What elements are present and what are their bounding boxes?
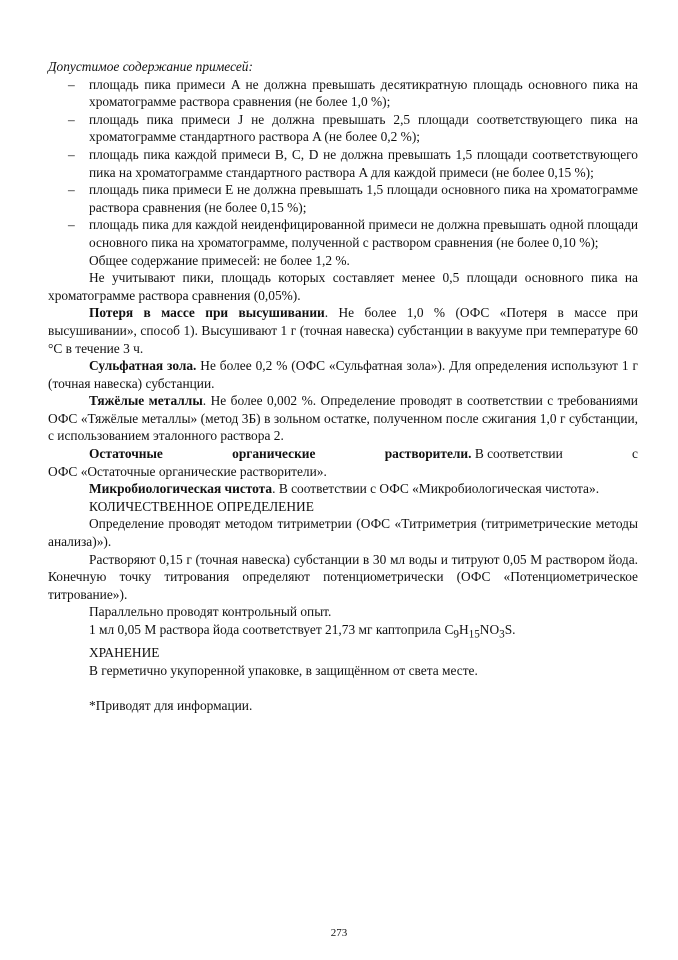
dash-marker: – [68,111,75,127]
residual-solvents-line [48,445,638,463]
assay-heading: КОЛИЧЕСТВЕННОЕ ОПРЕДЕЛЕНИЕ [89,498,314,514]
list-item: – площадь пика примеси E не должна превышать 1,5 площади основного пика на хроматограмме раствора сравнения (не более 0,15 %); [68,182,638,215]
residual-solvents-word: Остаточные [89,446,163,462]
sulfated-ash-text: Не более 0,2 % (ОФС «Сульфатная зола»). Для определения используют 1 г (точная навеска) субстанции. [48,358,638,391]
assay-equivalence: 1 мл 0,05 М раствора йода соответствует 21,73 мг каптоприла $C_9H_{15}NO_3S$. [89,622,516,641]
sulfated-ash-title: Сульфатная зола. [89,358,197,374]
dash-marker: – [68,182,75,198]
impurities-list [48,76,638,252]
list-item: – площадь пика для каждой неиденфицированной примеси не должна превышать одной площади основного пика на хроматограмме, полученной с раствором сравнения (не более 0,10 %); [68,217,638,250]
dash-marker: – [68,146,75,162]
storage-heading: ХРАНЕНИЕ [89,645,160,661]
page-number: 273 [330,927,348,939]
microbiology-paragraph [48,480,638,498]
dash-marker: – [68,76,75,92]
assay-method: Определение проводят методом титриметрии (ОФС «Титриметрия (титриметрические методы анализа)»). [48,516,638,550]
loss-on-drying-title: Потеря в массе при высушивании [89,305,325,321]
storage-text: В герметично укупоренной упаковке, в защищённом от света месте. [89,662,478,678]
footnote: *Приводят для информации. [89,698,253,714]
impurities-disregard: Не учитывают пики, площадь которых составляет менее 0,5 площади основного пика на хроматограмме раствора сравнения (0,05%). [48,270,638,303]
heavy-metals-paragraph [48,392,638,445]
list-item: – площадь пика примеси J не должна превышать 2,5 площади соответствующего пика на хроматограмме стандартного раствора A (не более 0,2 %); [68,111,638,145]
list-item: – площадь пика примеси A не должна превышать десятикратную площадь основного пика на хроматограмме раствора сравнения (не более 1,0 %); [68,76,638,110]
impurities-heading: Допустимое содержание примесей: [48,59,253,74]
spacer [48,679,638,697]
list-item: – площадь пика каждой примеси B, C, D не должна превышать 1,5 площади соответствующего пика на хроматограмме стандартного раствора A для каждой примеси (не более 0,15 %); [68,146,638,180]
heavy-metals-text: . Не более 0,002 %. Определение проводят в соответствии с требованиями ОФС «Тяжёлые металлы» (метод 3Б) в зольном остатке, полученном после сжигания 1,0 г субстанции, с использованием эталонного раствора 2. [48,393,638,444]
sulfated-ash-paragraph [48,357,638,392]
loss-on-drying-paragraph [48,304,638,357]
residual-solvents-word: с [632,446,638,462]
microbiology-title: Микробиологическая чистота [89,481,273,497]
assay-blank: Параллельно проводят контрольный опыт. [89,604,332,620]
residual-solvents-word: растворители. В соответствии [384,446,563,462]
microbiology-text: . В соответствии с ОФС «Микробиологическая чистота». [272,481,600,497]
impurities-total: Общее содержание примесей: не более 1,2 %. [89,252,350,268]
residual-solvents-word: органические [232,446,316,462]
dash-marker: – [68,217,75,233]
heavy-metals-title: Тяжёлые металлы [89,393,203,409]
document-body [48,58,638,715]
residual-solvents-text: ОФС «Остаточные органические растворители». [48,463,327,479]
assay-procedure: Растворяют 0,15 г (точная навеска) субстанции в 30 мл воды и титруют 0,05 М раствором йода. Конечную точку титрования определяют потенциометрически (ОФС «Потенциометрическое титрование»). [48,551,638,602]
loss-on-drying-text: . Не более 1,0 % (ОФС «Потеря в массе при высушивании», способ 1). Высушивают 1 г (точная навеска) субстанции в вакууме при температуре 60 °C в течение 3 ч. [48,305,638,356]
